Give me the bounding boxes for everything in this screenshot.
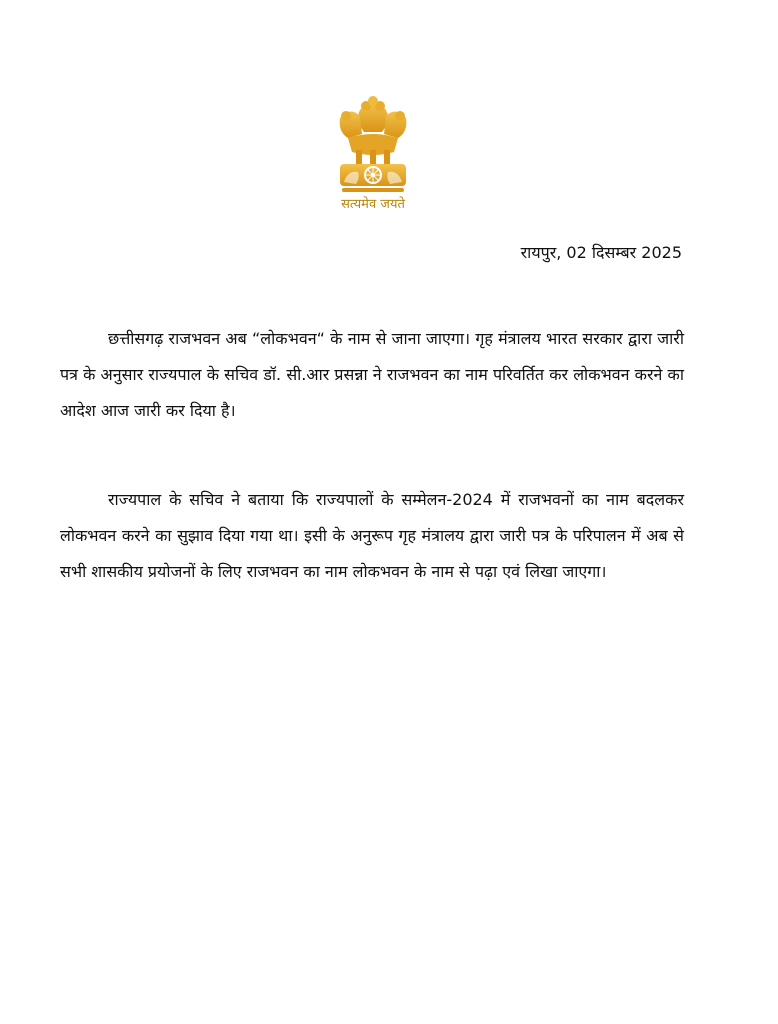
national-emblem-icon: [330, 92, 416, 196]
emblem-motto: सत्यमेव जयते: [341, 197, 405, 212]
body-paragraph-2: राज्यपाल के सचिव ने बताया कि राज्यपालों के सम्मेलन-2024 में राजभवनों का नाम बदलकर लोकभवन करने का सुझाव दिया गया था। इसी के अनुरूप गृह मंत्रालय द्वारा जारी पत्र के परिपालन में अब से सभी शासकीय प्रयोजनों के लिए राजभवन का नाम लोकभवन के नाम से पढ़ा एवं लिखा जाएगा।: [60, 490, 684, 581]
dateline: रायपुर, 02 दिसम्बर 2025: [520, 243, 682, 262]
body-paragraph-1: छत्तीसगढ़ राजभवन अब “लोकभवन“ के नाम से जाना जाएगा। गृह मंत्रालय भारत सरकार द्वारा जारी पत्र के अनुसार राज्यपाल के सचिव डॉ. सी.आर प्रसन्ना ने राजभवन का नाम परिवर्तित कर लोकभवन करने का आदेश आज जारी कर दिया है।: [60, 329, 684, 420]
